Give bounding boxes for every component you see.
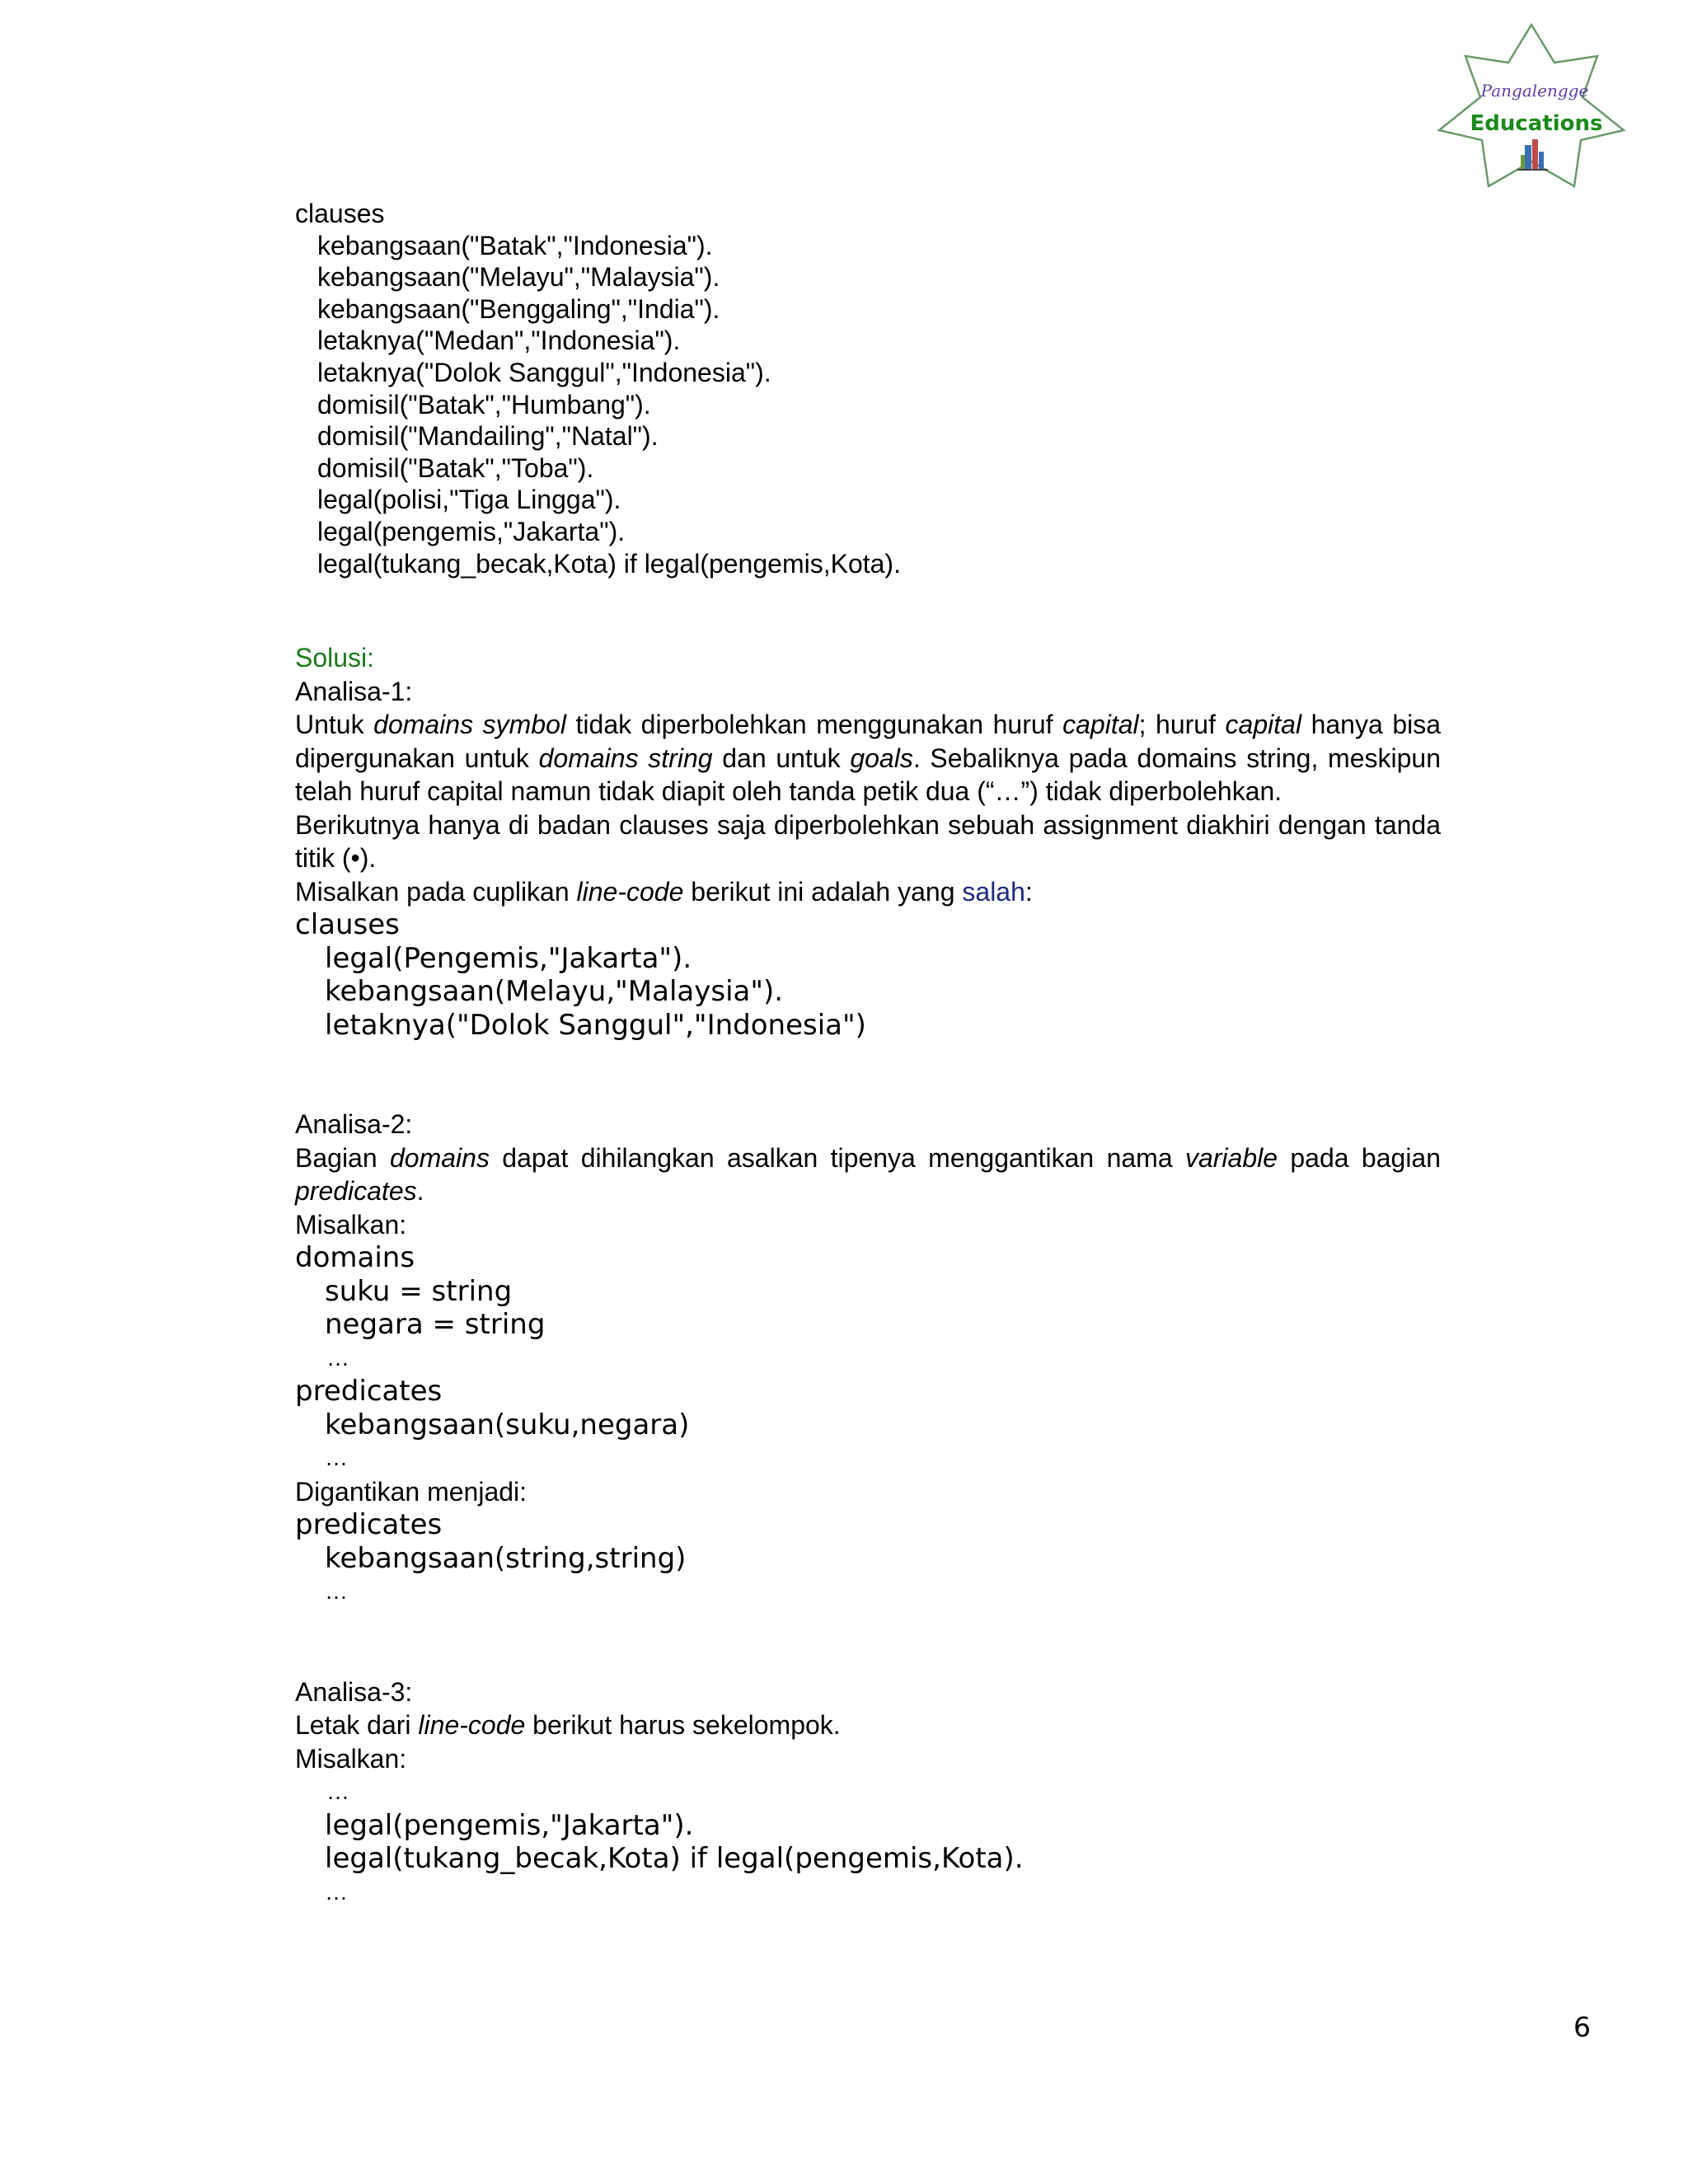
clauses-keyword: clauses — [295, 908, 400, 941]
code-line: legal(pengemis,"Jakarta"). — [317, 516, 626, 546]
analisa-2-heading: Analisa-2: — [295, 1109, 413, 1139]
ellipsis: … — [326, 1344, 349, 1371]
predicates-keyword: predicates — [295, 1508, 443, 1541]
code-line: legal(pengemis,"Jakarta"). — [325, 1808, 694, 1842]
domains-keyword: domains — [295, 1241, 415, 1274]
ellipsis: … — [326, 1779, 349, 1804]
logo-main-text: Educations — [1470, 111, 1603, 136]
salah-highlight: salah — [962, 876, 1025, 907]
analisa-1-paragraph-2: Berikutnya hanya di badan clauses saja diperbolehkan sebuah assignment diakhiri dengan tanda titik (•). — [295, 809, 1441, 873]
ellipsis: … — [325, 1445, 348, 1470]
analisa-3-heading: Analisa-3: — [295, 1676, 413, 1707]
code-line: domisil("Mandailing","Natal"). — [317, 421, 659, 452]
code-line: kebangsaan(Melayu,"Malaysia"). — [325, 975, 784, 1008]
code-line: legal(Pengemis,"Jakarta"). — [325, 941, 692, 975]
pangalengge-educations-logo — [1432, 21, 1630, 211]
page-number: 6 — [1573, 2011, 1591, 2043]
ellipsis: … — [325, 1878, 348, 1905]
analisa-1-paragraph-1: Untuk domains symbol tidak diperbolehkan menggunakan huruf capital; huruf capital hanya bisa dipergunakan untuk domains string dan untuk goals. Sebaliknya pada domains string, meskipun telah huruf capital namun tidak diapit oleh tanda petik dua (“…”) tidak diperbolehkan. — [295, 710, 1442, 806]
digantikan-label: Digantikan menjadi: — [295, 1476, 528, 1507]
code-line: legal(tukang_becak,Kota) if legal(pengemis,Kota). — [317, 548, 901, 579]
code-line: letaknya("Medan","Indonesia"). — [317, 326, 681, 356]
code-line: letaknya("Dolok Sanggul","Indonesia") — [325, 1008, 866, 1042]
analisa-1-paragraph-3: Misalkan pada cuplikan line-code berikut ini adalah yang salah: — [295, 876, 1033, 907]
code-line: negara = string — [325, 1308, 546, 1341]
logo-top-text: Pangalengge — [1480, 81, 1589, 101]
analisa-1-heading: Analisa-1: — [295, 676, 413, 706]
code-line: kebangsaan("Melayu","Malaysia"). — [317, 262, 720, 293]
solusi-heading: Solusi: — [295, 643, 375, 673]
solution-section — [295, 641, 1441, 1909]
clauses-code-block — [295, 198, 901, 579]
code-line: letaknya("Dolok Sanggul","Indonesia"). — [317, 357, 771, 387]
code-line: suku = string — [325, 1274, 513, 1308]
code-line: domisil("Batak","Toba"). — [317, 452, 594, 483]
code-line: kebangsaan(string,string) — [325, 1541, 687, 1575]
code-line: kebangsaan(suku,negara) — [325, 1408, 690, 1441]
clauses-keyword: clauses — [295, 199, 385, 228]
code-line: kebangsaan("Benggaling","India"). — [317, 293, 720, 324]
analisa-2-paragraph-1: Bagian domains dapat dihilangkan asalkan tipenya menggantikan nama variable pada bagian predicates. — [295, 1142, 1442, 1206]
misalkan-label: Misalkan: — [295, 1209, 407, 1240]
ellipsis: … — [325, 1578, 348, 1604]
analisa-3-paragraph-1: Letak dari line-code berikut harus sekelompok. — [295, 1710, 841, 1740]
code-line: legal(polisi,"Tiga Lingga"). — [317, 485, 621, 515]
predicates-keyword: predicates — [295, 1375, 443, 1408]
code-line: domisil("Batak","Humbang"). — [317, 389, 651, 419]
code-line: legal(tukang_becak,Kota) if legal(pengemis,Kota). — [325, 1842, 1024, 1875]
misalkan-label: Misalkan: — [295, 1743, 407, 1774]
code-line: kebangsaan("Batak","Indonesia"). — [317, 230, 713, 260]
